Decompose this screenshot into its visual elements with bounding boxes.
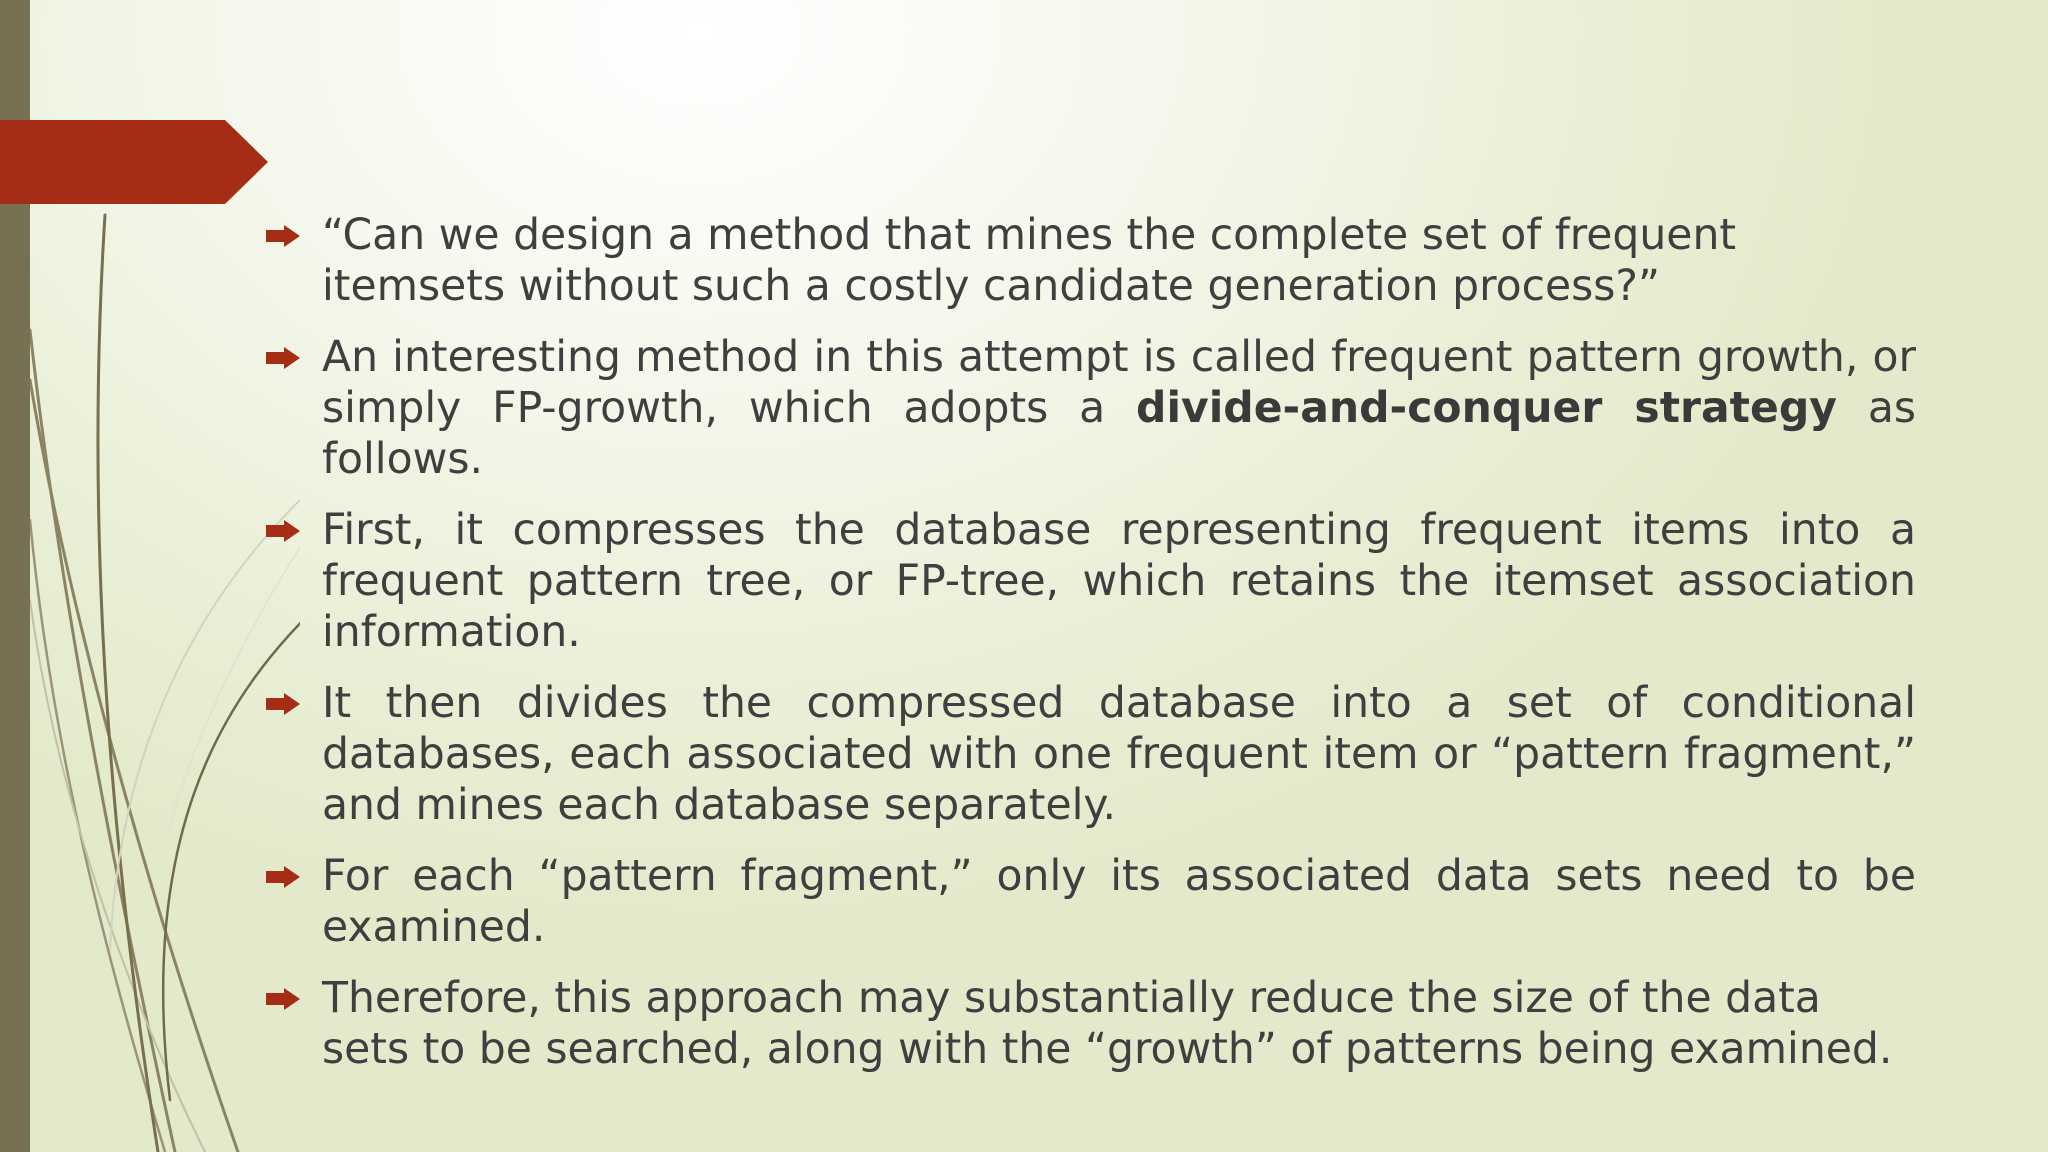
arrow-bullet-icon xyxy=(266,347,300,369)
pentagon-arrow-icon xyxy=(0,118,270,206)
arrow-bullet-icon xyxy=(266,225,300,247)
slide-content xyxy=(263,210,1917,1074)
bullet-text: For each “pattern fragment,” only its associated data sets need to be examined. xyxy=(322,852,1916,952)
bullet-item-2 xyxy=(263,332,1916,485)
bullet-text: First, it compresses the database representing frequent items into a frequent pattern tree, or FP-tree, which retains the itemset association information. xyxy=(322,506,1916,657)
bullet-text-before: An interesting method in this attempt is called frequent pattern growth, or simply FP-growth, which adopts a xyxy=(322,333,1916,433)
bullet-text-after: as follows. xyxy=(322,384,1917,484)
bullet-item-1 xyxy=(263,210,1916,312)
bullet-text: It then divides the compressed database into a set of conditional databases, each associated with one frequent item or “pattern fragment,” and mines each database separately. xyxy=(322,679,1916,830)
bullet-item-3 xyxy=(263,505,1916,658)
bullet-item-5 xyxy=(263,851,1916,953)
bullet-item-6 xyxy=(263,973,1916,1075)
bold-emphasis: divide-and-conquer strategy xyxy=(1136,384,1837,433)
bullet-text: Therefore, this approach may substantially reduce the size of the data sets to be searched, along with the “growth” of patterns being examined. xyxy=(322,974,1893,1074)
arrow-bullet-icon xyxy=(266,693,300,715)
arrow-bullet-icon xyxy=(266,520,300,542)
arrow-bullet-icon xyxy=(266,866,300,888)
bullet-item-4 xyxy=(263,678,1916,831)
bullet-text: “Can we design a method that mines the complete set of frequent itemsets without such a costly candidate generation process?” xyxy=(322,211,1737,311)
bullet-list xyxy=(263,210,1916,1075)
arrow-bullet-icon xyxy=(266,988,300,1010)
